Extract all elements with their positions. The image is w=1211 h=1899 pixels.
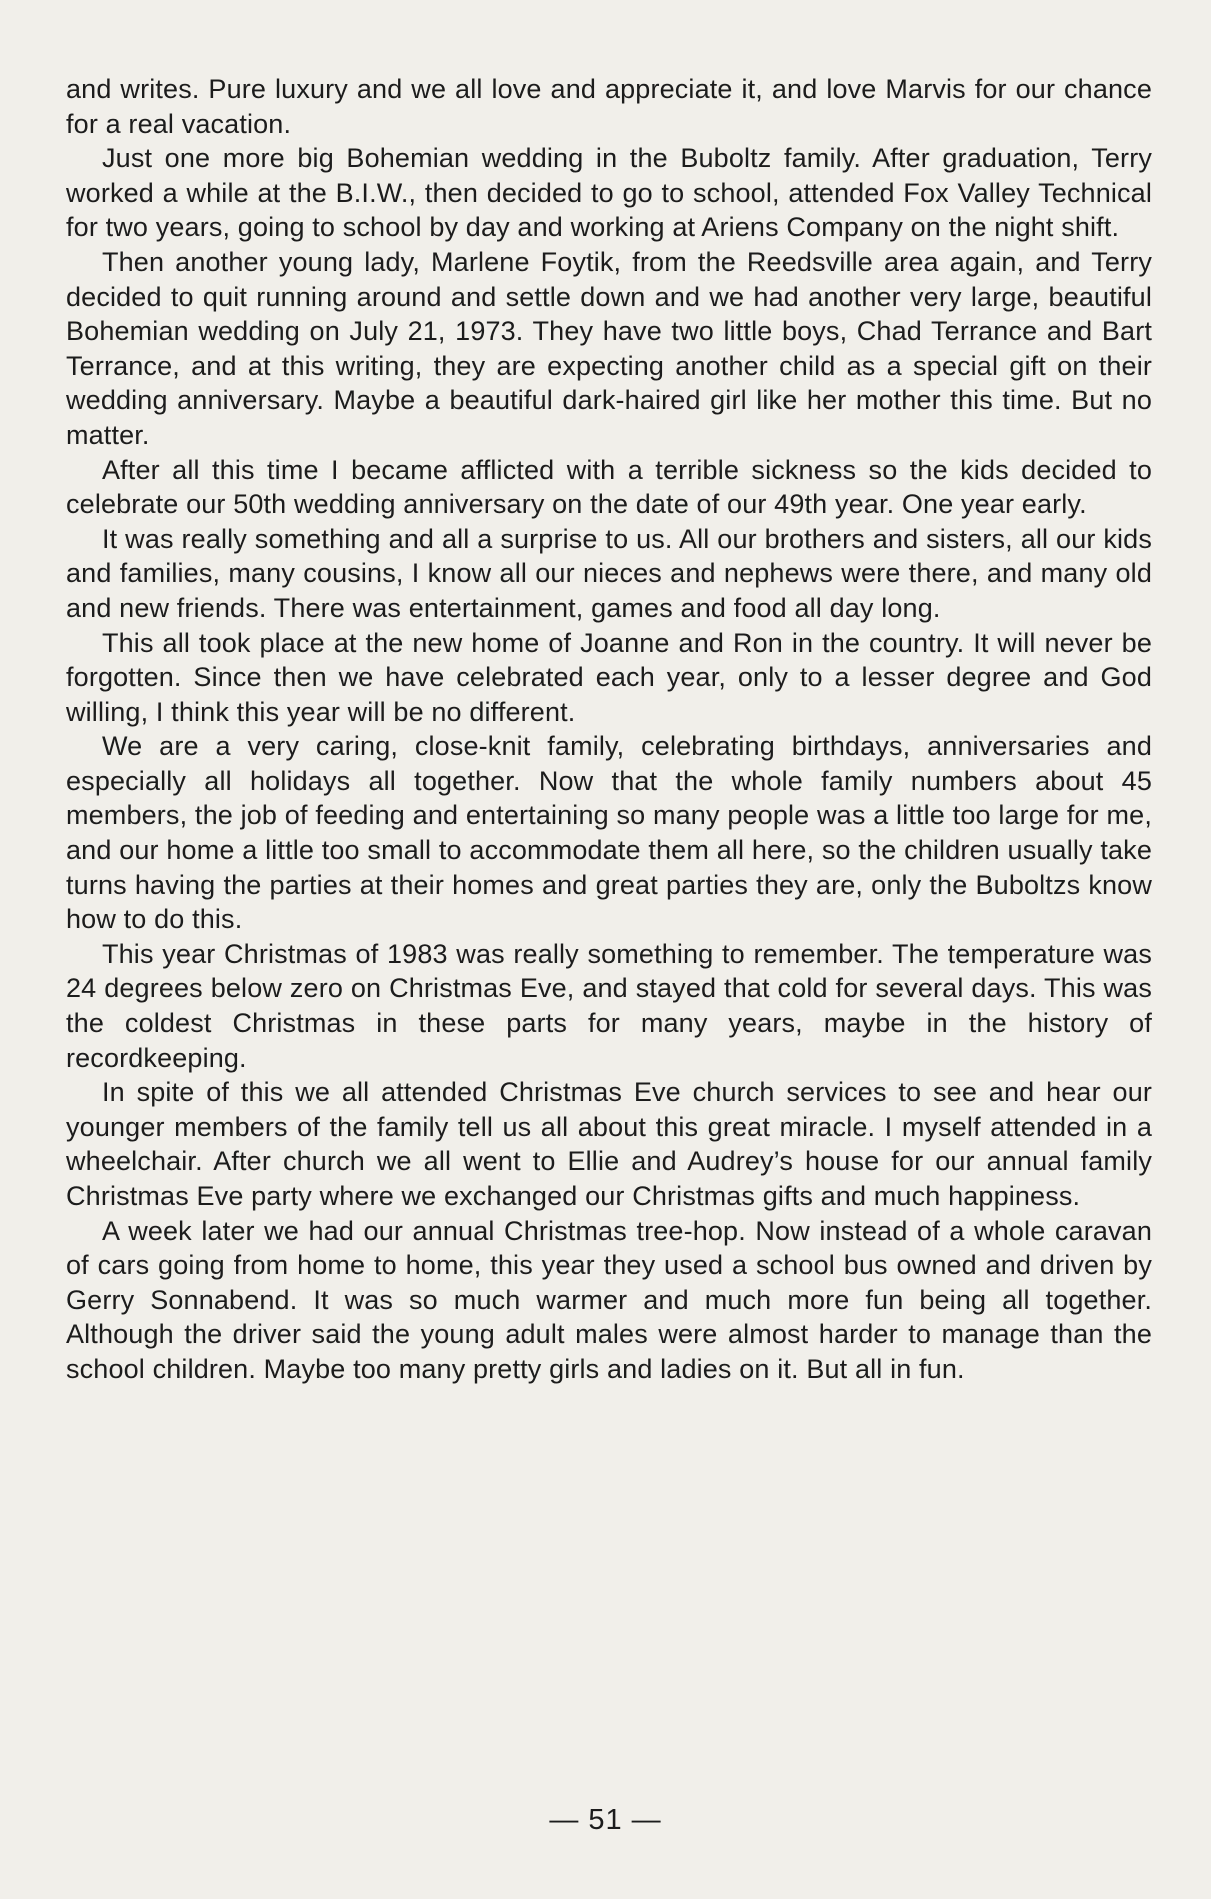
paragraph-5: It was really something and all a surprise to us. All our brothers and sisters, all our kids and families, many cousins, I know all our nieces and nephews were there, and many old and new friends. There was entertainment, games and food all day long. [66, 523, 1152, 623]
paragraph-6: This all took place at the new home of Joanne and Ron in the country. It will never be forgotten. Since then we have celebrated each year, only to a lesser degree and God willing, I think this year will be no different. [66, 627, 1152, 727]
paragraph-10: A week later we had our annual Christmas tree-hop. Now instead of a whole caravan of cars going from home to home, this year they used a school bus owned and driven by Gerry Sonnabend. It was so much warmer and much more fun being all together. Although the driver said the young adult males were almost harder to manage than the school children. Maybe too many pretty girls and ladies on it. But all in fun. [66, 1215, 1152, 1384]
paragraph-2: Just one more big Bohemian wedding in the Buboltz family. After graduation, Terry worked a while at the B.I.W., then decided to go to school, attended Fox Valley Technical for two years, going to school by day and working at Ariens Company on the night shift. [66, 143, 1152, 243]
body-text [66, 72, 1152, 1387]
paragraph-7: We are a very caring, close-knit family, celebrating birthdays, anniversaries and especially all holidays all together. Now that the whole family numbers about 45 members, the job of feeding and entertaining so many people was a little too large for me, and our home a little too small to accommodate them all here, so the children usually take turns having the parties at their homes and great parties they are, only the Buboltzs know how to do this. [66, 731, 1152, 935]
paragraph-3: Then another young lady, Marlene Foytik, from the Reedsville area again, and Terry decided to quit running around and settle down and we had another very large, beautiful Bohemian wedding on July 21, 1973. They have two little boys, Chad Terrance and Bart Terrance, and at this writing, they are expecting another child as a special gift on their wedding anniversary. Maybe a beautiful dark-haired girl like her mother this time. But no matter. [66, 246, 1152, 450]
paragraph-4: After all this time I became afflicted with a terrible sickness so the kids decided to celebrate our 50th wedding anniversary on the date of our 49th year. One year early. [66, 454, 1152, 520]
paragraph-9: In spite of this we all attended Christmas Eve church services to see and hear our younger members of the family tell us all about this great miracle. I myself attended in a wheelchair. After church we all went to Ellie and Audrey’s house for our annual family Christmas Eve party where we exchanged our Christmas gifts and much happiness. [66, 1077, 1152, 1211]
paragraph-1: and writes. Pure luxury and we all love and appreciate it, and love Marvis for our chance for a real vacation. [66, 74, 1152, 139]
page-number: — 51 — [549, 1804, 662, 1836]
paragraph-8: This year Christmas of 1983 was really something to remember. The temperature was 24 degrees below zero on Christmas Eve, and stayed that cold for several days. This was the coldest Christmas in these parts for many years, maybe in the history of recordkeeping. [66, 938, 1152, 1073]
